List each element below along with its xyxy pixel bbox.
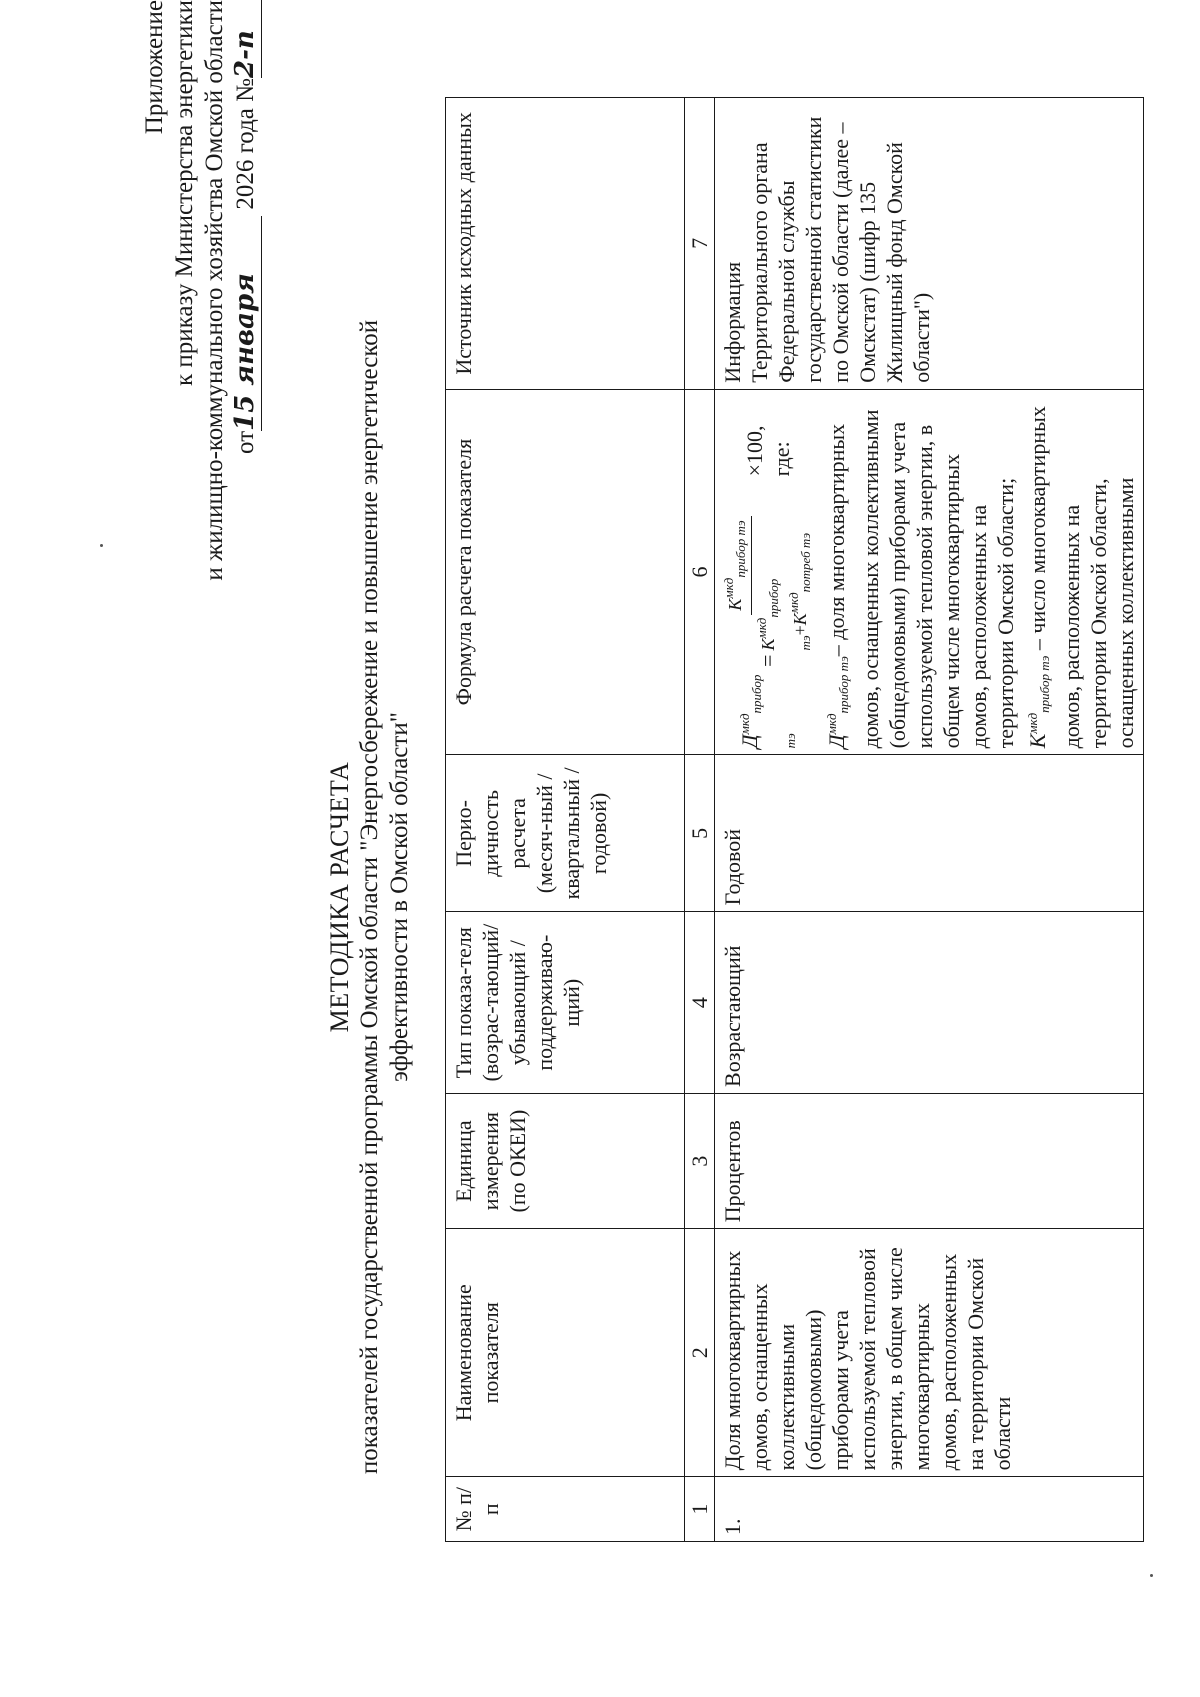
- title-line-2: показателей государственной программы Омской области "Энергосбережение и повышение энергетической: [356, 319, 383, 1475]
- header-name: Наименование показателя: [446, 1229, 685, 1477]
- formula-tail: ×100, где:: [741, 425, 794, 477]
- column-number: 3: [685, 1093, 715, 1228]
- date-prefix: от: [232, 430, 259, 454]
- scan-speck: [1150, 1574, 1153, 1577]
- document-title: [325, 297, 415, 1497]
- column-number: 5: [685, 755, 715, 912]
- row-number: 1.: [715, 1477, 1144, 1542]
- number-field: [230, 0, 262, 78]
- title-line-3: эффективности в Омской области": [386, 712, 413, 1082]
- indicator-type: Возрастающий: [715, 912, 1144, 1094]
- formula-lhs: $Д^{мкд}_{прибор тэ}$: [737, 674, 798, 749]
- appendix-label: Приложение: [141, 0, 168, 135]
- year-text: 2026 года №: [232, 78, 259, 210]
- formula-fraction: [719, 480, 816, 650]
- column-number-row: [685, 98, 715, 1542]
- indicator-unit: Процентов: [715, 1093, 1144, 1228]
- formula-definition-1: $Д^{мкд}_{прибор тэ}-$ доля многоквартирных домов, оснащенных коллективными (общедомовыми) приборами учета используемой тепловой энергии, в общем числе многоквартирных домов, расположенных на территории Омской области;: [824, 409, 1018, 749]
- order-line-2: и жилищно-коммунального хозяйства Омской области: [201, 0, 228, 581]
- handwritten-date: 15 января: [230, 273, 260, 431]
- methodology-table: [445, 97, 1144, 1542]
- scan-speck: [100, 544, 103, 547]
- formula-expression: $Д^{мкд}_{прибор тэ}$ = $К^{мкд}_{прибор тэ}$ $К^{мкд}_{прибор тэ}+К^{мкд}_{потреб тэ}$ ×100, где:: [719, 396, 816, 749]
- header-unit: Единица измерения (по ОКЕИ): [446, 1093, 685, 1228]
- order-line-1: к приказу Министерства энергетики: [171, 0, 198, 386]
- header-period: Перио-дичность расчета (месяч-ный / квартальный / годовой): [446, 755, 685, 912]
- title-main: МЕТОДИКА РАСЧЕТА: [325, 761, 354, 1033]
- table-row: [715, 98, 1144, 1542]
- approval-header: [140, 0, 262, 900]
- data-source: Информация Территориального органа Федеральной службы государственной статистики по Омской области (далее – Омскстат) (шифр 135 Жилищный фонд Омской области"): [715, 98, 1144, 390]
- formula-definition-2: $К^{мкд}_{прибор тэ}$ – число многоквартирных домов, расположенных на территории Омской области, оснащенных коллективными: [1025, 406, 1138, 749]
- indicator-name: Доля многоквартирных домов, оснащенных коллективными (общедомовыми) приборами учета используемой тепловой энергии, в общем числе многоквартирных домов, расположенных на территории Омской области: [715, 1229, 1144, 1477]
- indicator-period: Годовой: [715, 755, 1144, 912]
- header-num: № п/п: [446, 1477, 685, 1542]
- indicator-formula: [715, 389, 1144, 755]
- date-field: [230, 216, 262, 431]
- order-date-line: [230, 0, 262, 900]
- handwritten-number: 2-п: [230, 30, 260, 78]
- column-number: 4: [685, 912, 715, 1094]
- formula-denominator: $К^{мкд}_{прибор тэ}+К^{мкд}_{потреб тэ}$: [754, 532, 813, 651]
- column-number: 7: [685, 98, 715, 390]
- formula-numerator: $К^{мкд}_{прибор тэ}$: [719, 516, 752, 614]
- column-number: 6: [685, 389, 715, 755]
- header-formula: Формула расчета показателя: [446, 389, 685, 755]
- header-type: Тип показа-теля (возрас-тающий/ убывающий / поддерживаю-щий): [446, 912, 685, 1094]
- column-number: 2: [685, 1229, 715, 1477]
- column-number: 1: [685, 1477, 715, 1542]
- header-source: Источник исходных данных: [446, 98, 685, 390]
- table-header-row: [446, 98, 685, 1542]
